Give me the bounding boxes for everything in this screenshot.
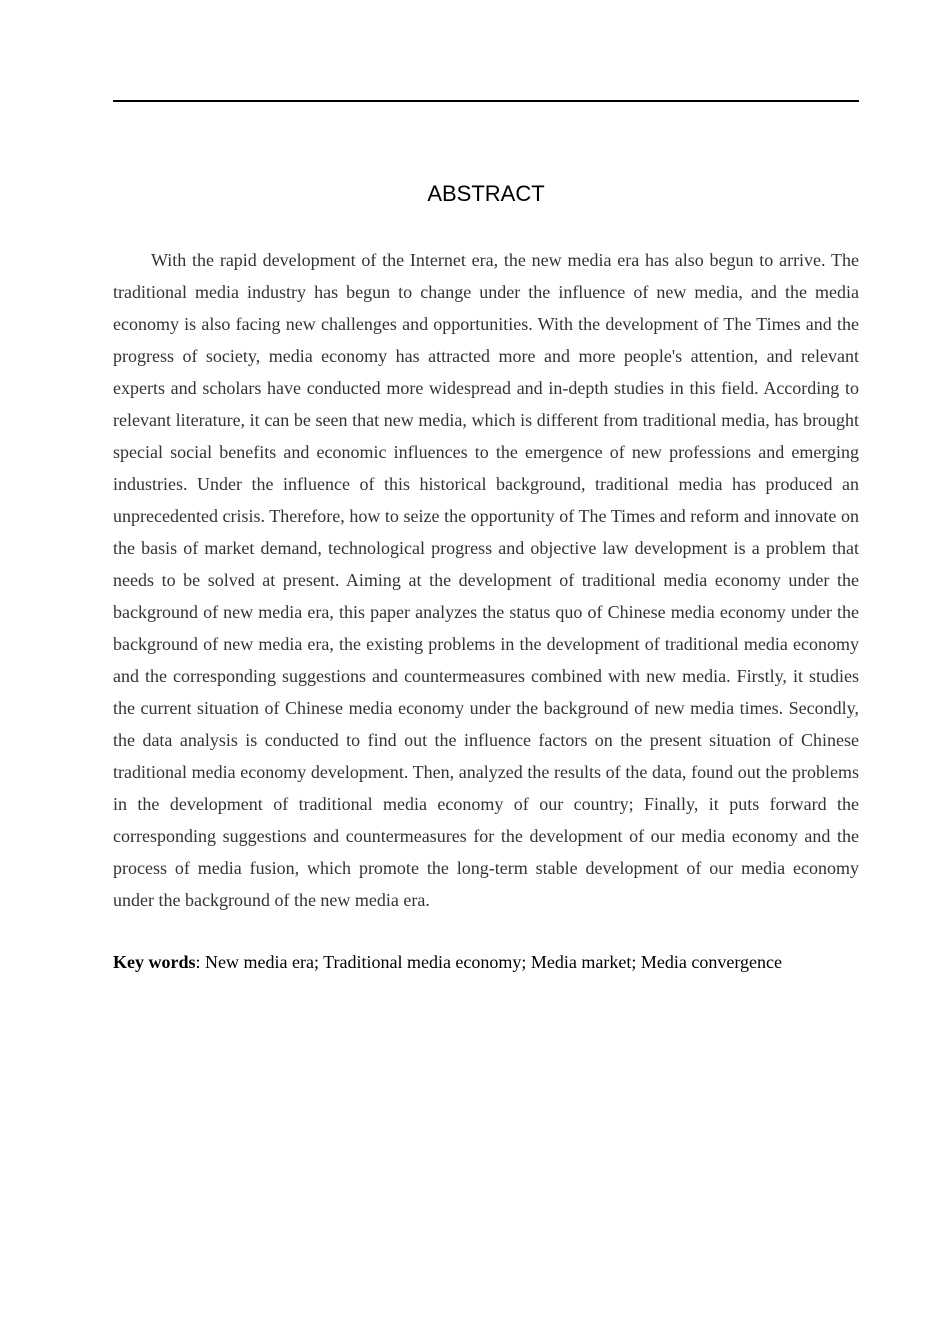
keywords-label: Key words	[113, 952, 196, 972]
abstract-title: ABSTRACT	[427, 181, 545, 206]
keywords-line	[113, 946, 859, 978]
header-rule	[113, 100, 859, 102]
abstract-paragraph: With the rapid development of the Internet era, the new media era has also begun to arrive. The traditional media industry has begun to change under the influence of new media, and the media economy is also facing new challenges and opportunities. With the development of The Times and the progress of society, media economy has attracted more and more people's attention, and relevant experts and scholars have conducted more widespread and in-depth studies in this field. According to relevant literature, it can be seen that new media, which is different from traditional media, has brought special social benefits and economic influences to the emergence of new professions and emerging industries. Under the influence of this historical background, traditional media has produced an unprecedented crisis. Therefore, how to seize the opportunity of The Times and reform and innovate on the basis of market demand, technological progress and objective law development is a problem that needs to be solved at present. Aiming at the development of traditional media economy under the background of new media era, this paper analyzes the status quo of Chinese media economy under the background of new media era, the existing problems in the development of traditional media economy and the corresponding suggestions and countermeasures combined with new media. Firstly, it studies the current situation of Chinese media economy under the background of new media times. Secondly, the data analysis is conducted to find out the influence factors on the present situation of Chinese traditional media economy development. Then, analyzed the results of the data, found out the problems in the development of traditional media economy of our country; Finally, it puts forward the corresponding suggestions and countermeasures for the development of our media economy and the process of media fusion, which promote the long-term stable development of our media economy under the background of the new media era.	[113, 250, 859, 910]
keywords-list: : New media era; Traditional media economy; Media market; Media convergence	[195, 952, 782, 972]
